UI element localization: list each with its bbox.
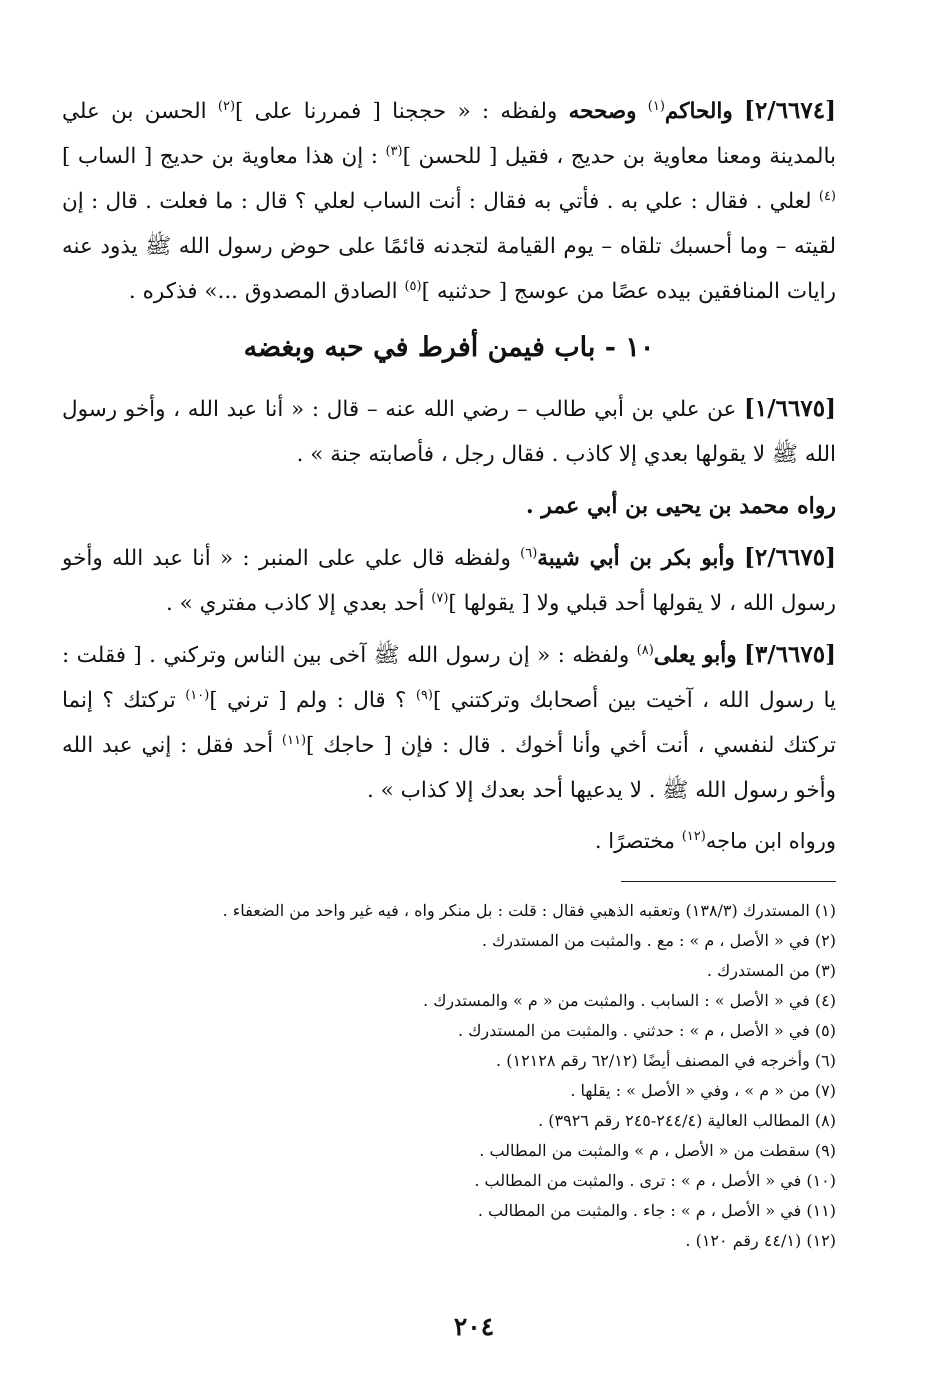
- footnote-item: (١١) في « الأصل ، م » : جاء . والمثبت من المطالب .: [477, 1201, 836, 1220]
- footnote-marker[interactable]: (٤): [818, 188, 836, 204]
- hadith-number: [١/٦٦٧٥]: [744, 395, 836, 422]
- footnote-item: (٦) وأخرجه في المصنف أيضًا (٦٢/١٢ رقم ١٢١٢٨) .: [496, 1051, 836, 1070]
- hadith-text: ولفظه قال علي على المنبر : « أنا عبد الله وأخو رسول الله ، لا يقولها أحد قبلي ولا [ يقولها ]: [62, 546, 836, 616]
- source-name: وأبو يعلى: [653, 643, 737, 668]
- footnote-item: (٧) من « م » ، وفي « الأصل » : يقلها .: [570, 1081, 836, 1100]
- footnote-item: (١٠) في « الأصل ، م » : ترى . والمثبت من المطالب .: [474, 1171, 836, 1190]
- hadith-number: [٢/٦٦٧٥]: [744, 544, 836, 571]
- footnote-marker[interactable]: (١٢): [681, 829, 706, 844]
- footnote-item: (٩) سقطت من « الأصل ، م » والمثبت من المطالب .: [479, 1141, 836, 1160]
- hadith-text: لعلي . فقال : علي به . فأتي به فقال : أنت الساب لعلي ؟ قال : ما فعلت . قال : إن لقيته – وما أحسبك تلقاه – يوم القيامة لتجدنه قائمًا على حوض رسول الله ﷺ يذود عنه رايات المنافقين بيده عصًا من عوسج [ حدثنيه ]: [62, 189, 836, 304]
- footnote-item: (٨) المطالب العالية (٢٤٤/٤-٢٤٥ رقم ٣٩٢٦) .: [538, 1111, 836, 1130]
- hadith-text: الصادق المصدوق ...» فذكره .: [128, 279, 398, 304]
- hadith-number: [٣/٦٦٧٥]: [744, 641, 836, 668]
- footnote-item: (٣) من المستدرك .: [706, 961, 836, 980]
- hadith-text: ؟ قال : ولم [ ترني ]: [209, 688, 407, 713]
- footnote-item: (١) المستدرك (١٣٨/٣) وتعقبه الذهبي فقال : قلت : بل منكر واه ، فيه غير واحد من الضعفاء .: [222, 901, 836, 920]
- hadith-text: تركتك ؟ إنما تركتك لنفسي ، أنت أخي وأنا أخوك . قال : فإن [ حاجك ]: [62, 688, 836, 758]
- footnote-divider: [621, 881, 836, 882]
- footnote-marker[interactable]: (١): [647, 98, 665, 114]
- page-body: [62, 88, 836, 1256]
- page-number: ٢٠٤: [453, 1312, 495, 1341]
- footnote-item: (٢) في « الأصل ، م » : مع . والمثبت من المستدرك .: [481, 931, 836, 950]
- chapter-title: ١٠ - باب فيمن أفرط في حبه وبغضه: [243, 332, 655, 363]
- footnote-item: (١٢) (٤٤/١ رقم ١٢٠) .: [685, 1231, 836, 1250]
- footnote-marker[interactable]: (٣): [385, 143, 403, 159]
- footnote-marker[interactable]: (٧): [431, 590, 449, 606]
- footnote-marker[interactable]: (٩): [415, 687, 433, 703]
- footnote-marker[interactable]: (٥): [404, 278, 422, 294]
- hadith-text: : إن هذا معاوية بن حديج [ الساب ]: [62, 144, 378, 169]
- footnotes-list: [62, 896, 836, 1256]
- hadith-text: الحسن بن علي بالمدينة ومعنا معاوية بن حديج ، فقيل [ للحسن ]: [62, 99, 836, 169]
- footnote-marker[interactable]: (١١): [281, 732, 307, 748]
- footnote-marker[interactable]: (٢): [217, 98, 236, 114]
- hadith-paragraph-6674-2: [62, 88, 836, 314]
- hadith-text: أحد بعدي إلا كاذب مفتري » .: [166, 591, 425, 616]
- footnote-marker[interactable]: (٨): [636, 642, 654, 658]
- footnote-item: (٤) في « الأصل » : السابب . والمثبت من « م » والمستدرك .: [423, 991, 836, 1010]
- source-grading: وصححه: [568, 99, 637, 124]
- hadith-text: ولفظه : « حججنا [ فمررنا على ]: [235, 99, 558, 124]
- hadith-text: ولفظه : « إن رسول الله ﷺ آخى بين الناس وتركني . [ فقلت : يا رسول الله ، آخيت بين أصحابك وتركتني ]: [62, 643, 836, 713]
- footnote-marker[interactable]: (٦): [520, 545, 538, 561]
- hadith-paragraph-6675-1: [62, 386, 836, 477]
- hadith-text: مختصرًا .: [594, 829, 676, 853]
- hadith-paragraph-6675-3: [62, 632, 836, 813]
- hadith-number: [٢/٦٦٧٤]: [744, 97, 836, 124]
- footnote-marker[interactable]: (١٠): [185, 687, 210, 703]
- narration-note: رواه محمد بن يحيى بن أبي عمر .: [525, 493, 836, 519]
- ibn-majah-note: [62, 819, 836, 863]
- hadith-paragraph-6675-2: [62, 535, 836, 626]
- footnote-item: (٥) في « الأصل ، م » : حدثني . والمثبت من المستدرك .: [458, 1021, 836, 1040]
- source-name: وأبو بكر بن أبي شيبة: [537, 546, 735, 571]
- hadith-text: أحد فقل : إني عبد الله وأخو رسول الله ﷺ . لا يدعيها أحد بعدك إلا كذاب » .: [62, 733, 836, 803]
- hadith-text: عن علي بن أبي طالب – رضي الله عنه – قال : « أنا عبد الله ، وأخو رسول الله ﷺ لا يقولها بعدي إلا كاذب . فقال رجل ، فأصابته جنة » .: [62, 397, 836, 467]
- hadith-text: ورواه ابن ماجه: [705, 829, 836, 853]
- source-name: والحاكم: [664, 99, 733, 124]
